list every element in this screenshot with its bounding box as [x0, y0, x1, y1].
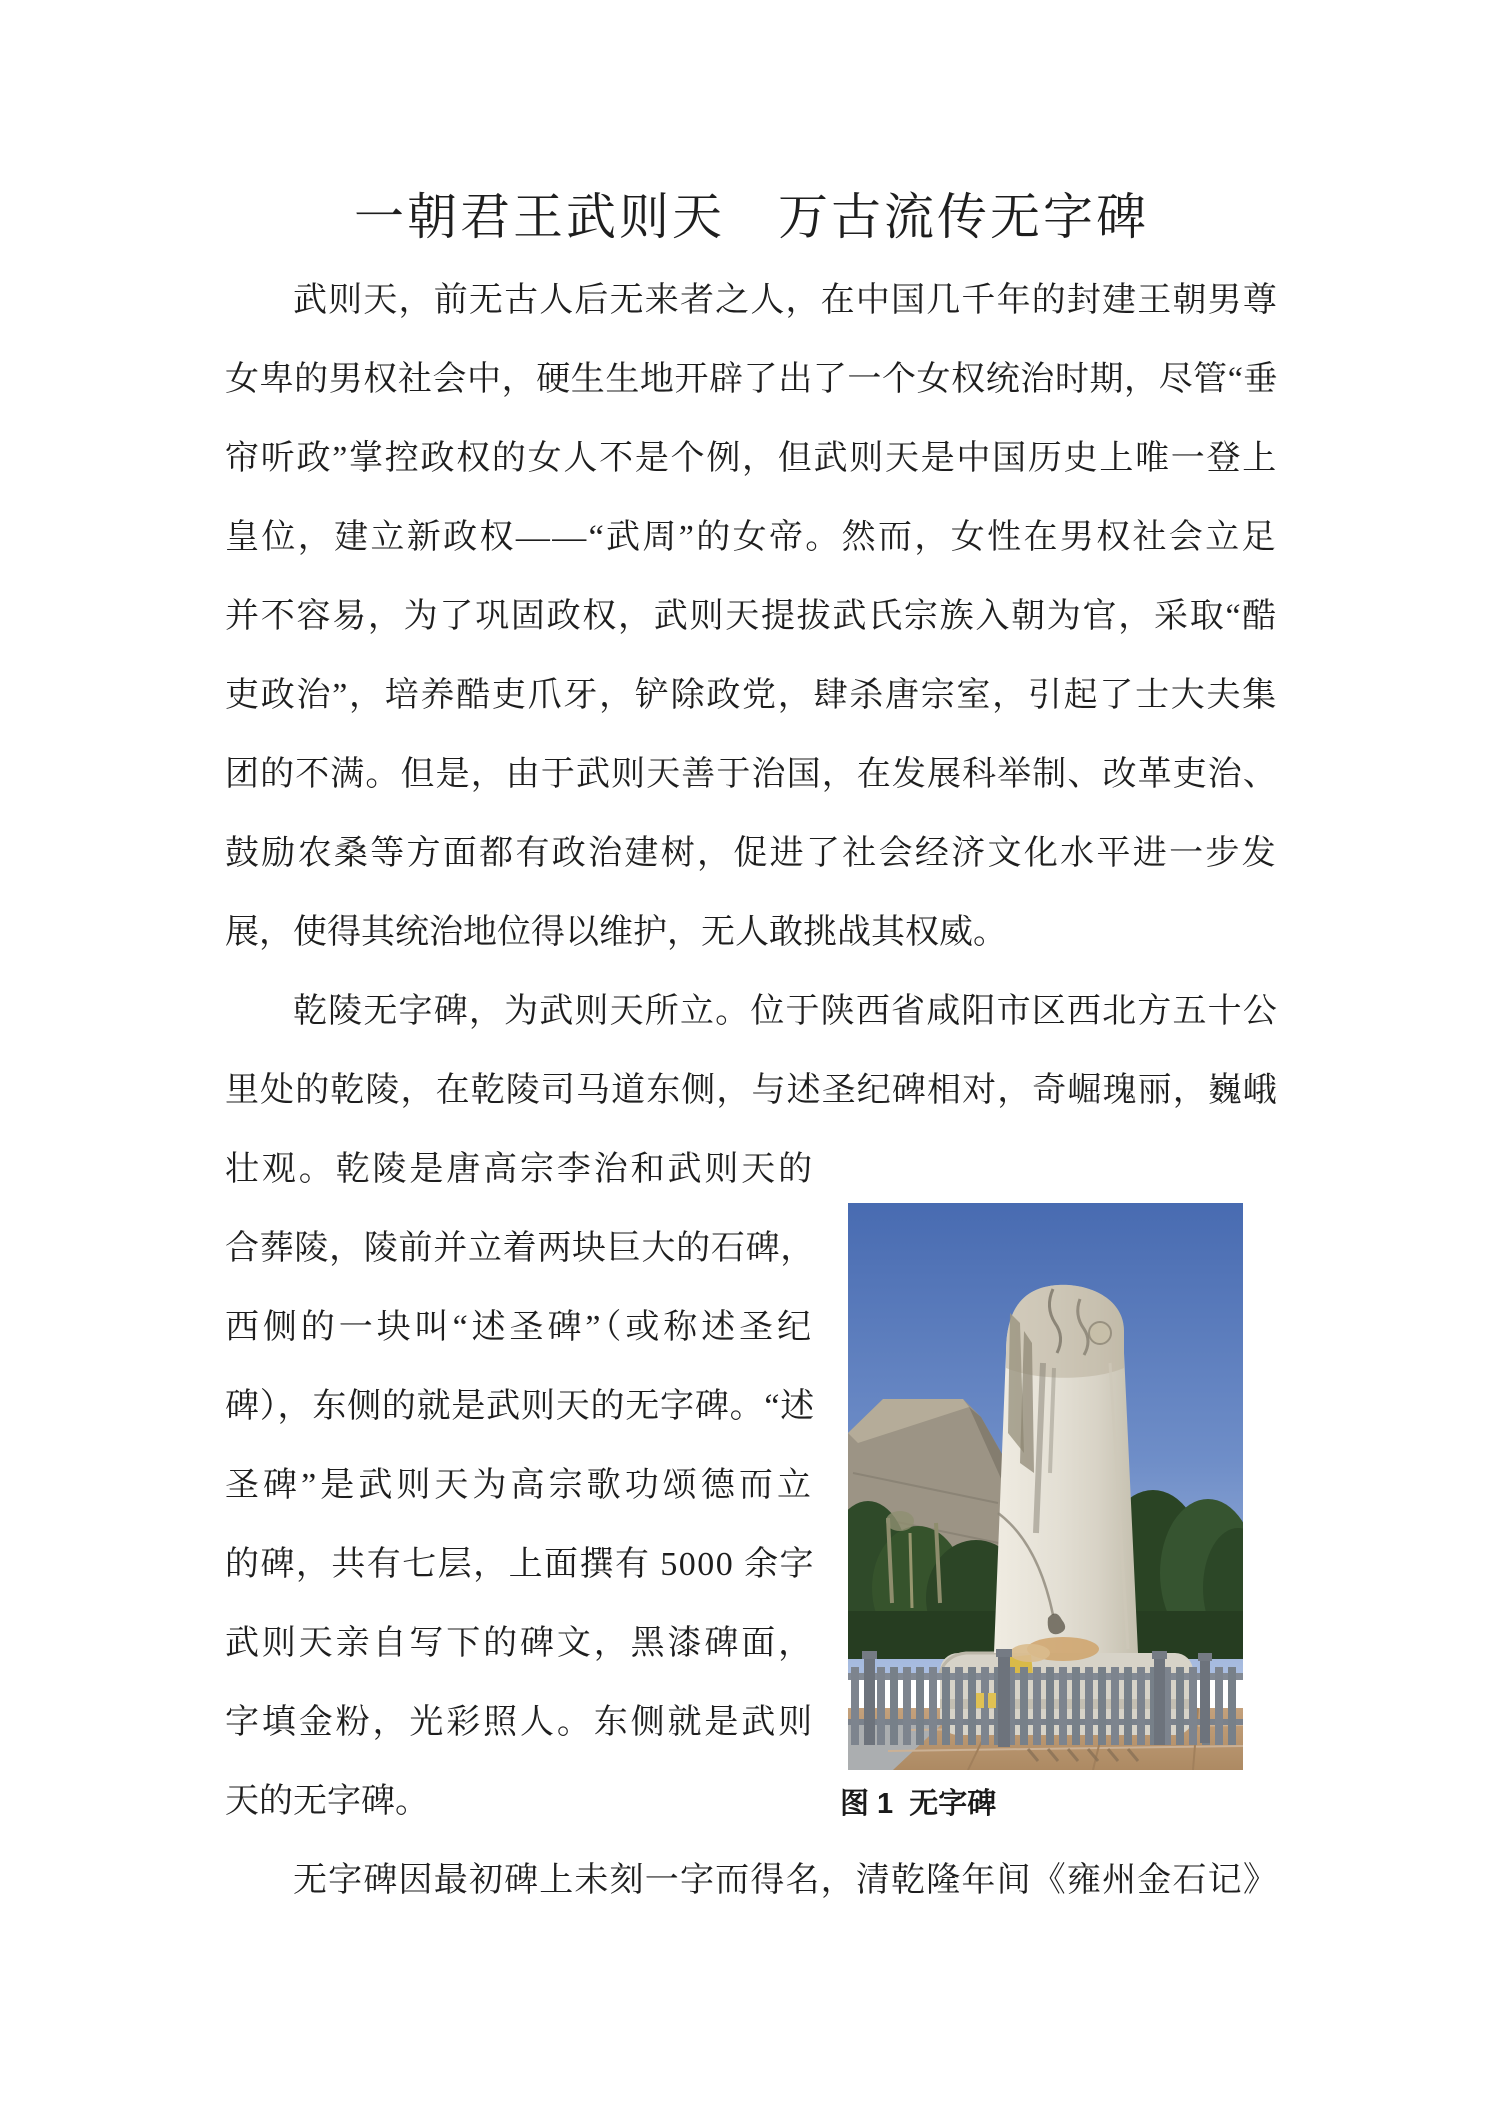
- text-line: 西侧的一块叫“述圣碑”（或称述圣纪: [225, 1309, 815, 1346]
- fence-slat: [877, 1667, 885, 1745]
- text-line: 武则天，前无古人后无来者之人，在中国几千年的封建王朝男尊: [293, 282, 1278, 319]
- fence-slat: [903, 1667, 911, 1745]
- fence-slat: [890, 1667, 898, 1745]
- fence-slat: [1228, 1667, 1236, 1745]
- document-title: 一朝君王武则天 万古流传无字碑: [354, 189, 1149, 245]
- fence-slat: [1124, 1667, 1132, 1745]
- fence-slat: [1059, 1667, 1067, 1745]
- fence-slat: [851, 1667, 859, 1745]
- text-line: 展，使得其统治地位得以维护，无人敢挑战其权威。: [225, 914, 1007, 951]
- fence-slat: [1098, 1667, 1106, 1745]
- text-line: 里处的乾陵，在乾陵司马道东侧，与述圣纪碑相对，奇崛瑰丽，巍峨: [225, 1072, 1278, 1109]
- text-line: 无字碑因最初碑上未刻一字而得名，清乾隆年间《雍州金石记》: [293, 1862, 1278, 1899]
- text-line: 吏政治”，培养酷吏爪牙，铲除政党，肆杀唐宗室，引起了士大夫集: [225, 677, 1278, 714]
- figure-caption: 图 1 无字碑: [840, 1788, 997, 1820]
- fence-slat: [1176, 1667, 1184, 1745]
- text-line: 并不容易，为了巩固政权，武则天提拔武氏宗族入朝为官，采取“酷: [225, 598, 1278, 635]
- paragraph: [225, 1841, 1278, 1920]
- fence-slat: [942, 1667, 950, 1745]
- text-line: 皇位，建立新政权——“武周”的女帝。然而，女性在男权社会立足: [225, 519, 1278, 556]
- text-line: 壮观。乾陵是唐高宗李治和武则天的: [225, 1151, 815, 1188]
- fence-slat: [1137, 1667, 1145, 1745]
- text-line: 乾陵无字碑，为武则天所立。位于陕西省咸阳市区西北方五十公: [293, 993, 1278, 1030]
- fence-slat: [1046, 1667, 1054, 1745]
- text-line: 团的不满。但是，由于武则天善于治国，在发展科举制、改革吏治、: [225, 756, 1278, 793]
- stele: [994, 1285, 1138, 1662]
- text-line: 武则天亲自写下的碑文，黑漆碑面，: [225, 1625, 815, 1662]
- paragraph: [225, 261, 1278, 972]
- wordless-stele-photo: [848, 1203, 1243, 1770]
- fence-slat: [1020, 1667, 1028, 1745]
- text-line: 女卑的男权社会中，硬生生地开辟了出了一个女权统治时期，尽管“垂: [225, 361, 1278, 398]
- fence-slat: [1215, 1667, 1223, 1745]
- fence-slat: [1085, 1667, 1093, 1745]
- fence-slat: [1072, 1667, 1080, 1745]
- fence-slat: [968, 1667, 976, 1745]
- fence-slat: [929, 1667, 937, 1745]
- stele-figure: [840, 1203, 1243, 1843]
- fence-slat: [916, 1667, 924, 1745]
- fence-slat: [1033, 1667, 1041, 1745]
- text-line: 鼓励农桑等方面都有政治建树，促进了社会经济文化水平进一步发: [225, 835, 1278, 872]
- text-line: 碑），东侧的就是武则天的无字碑。“述: [225, 1388, 815, 1425]
- text-line: 圣碑”是武则天为高宗歌功颂德而立: [225, 1467, 815, 1504]
- text-line: 合葬陵，陵前并立着两块巨大的石碑，: [225, 1230, 815, 1267]
- text-line: 天的无字碑。: [225, 1783, 429, 1820]
- text-line: 字填金粉，光彩照人。东侧就是武则: [225, 1704, 815, 1741]
- text-line: 帘听政”掌控政权的女人不是个例，但武则天是中国历史上唯一登上: [225, 440, 1278, 477]
- fence-slat: [1189, 1667, 1197, 1745]
- text-line: 的碑，共有七层，上面撰有 5000 余字: [225, 1546, 815, 1583]
- fence-slat: [955, 1667, 963, 1745]
- fence-slat: [1111, 1667, 1119, 1745]
